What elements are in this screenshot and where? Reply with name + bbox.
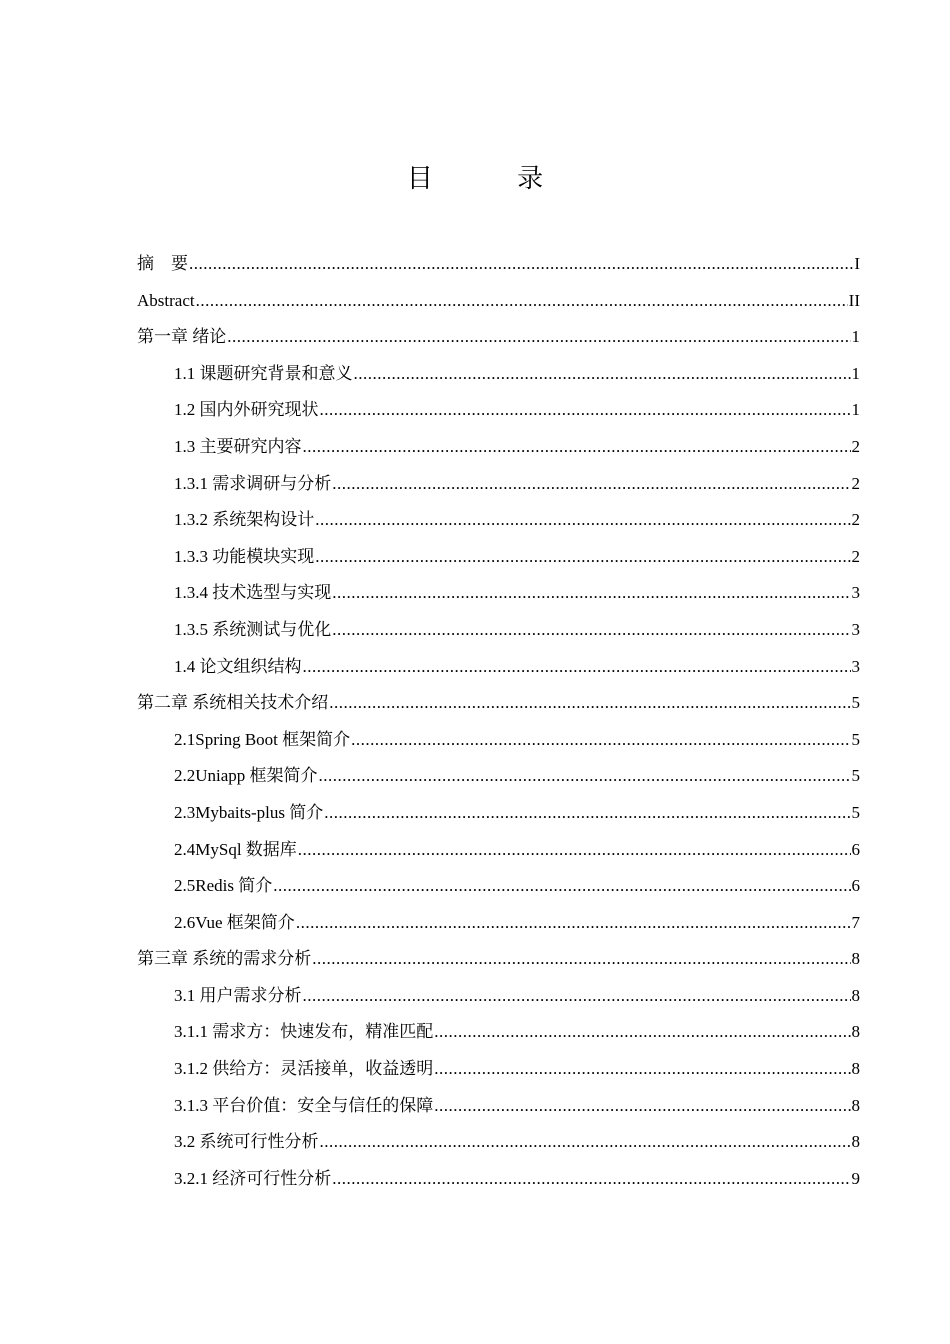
toc-entry[interactable] bbox=[137, 1124, 860, 1161]
toc-entry-page-number: 8 bbox=[851, 1132, 860, 1152]
toc-entry-label: 3.1.3 平台价值：安全与信任的保障 bbox=[174, 1095, 434, 1115]
toc-entry-label: 2.5Redis 简介 bbox=[174, 876, 273, 896]
toc-entry-page-number: 2 bbox=[851, 510, 860, 530]
toc-entry-page-number: 5 bbox=[851, 802, 860, 822]
dot-leader bbox=[303, 649, 851, 686]
toc-entry-page-number: 1 bbox=[851, 400, 860, 420]
toc-entry-label: 2.3Mybaits-plus 简介 bbox=[174, 802, 324, 822]
toc-entry[interactable] bbox=[137, 392, 860, 429]
toc-entry-page-number: II bbox=[848, 290, 860, 310]
toc-entry-label: 1.2 国内外研究现状 bbox=[174, 400, 319, 420]
toc-entry[interactable] bbox=[137, 612, 860, 649]
toc-entry-label: 第三章 系统的需求分析 bbox=[137, 949, 312, 969]
dot-leader bbox=[332, 612, 850, 649]
toc-entry-page-number: 5 bbox=[851, 729, 860, 749]
toc-entry-page-number: 8 bbox=[851, 985, 860, 1005]
toc-entry[interactable] bbox=[137, 466, 860, 503]
toc-entry[interactable] bbox=[137, 502, 860, 539]
toc-entry[interactable] bbox=[137, 722, 860, 759]
toc-entry-page-number: 1 bbox=[851, 327, 860, 347]
table-of-contents bbox=[137, 246, 860, 1197]
toc-entry-label: 2.6Vue 框架简介 bbox=[174, 912, 295, 932]
toc-entry[interactable] bbox=[137, 539, 860, 576]
dot-leader bbox=[329, 685, 850, 722]
dot-leader bbox=[315, 502, 850, 539]
toc-entry-label: 2.4MySql 数据库 bbox=[174, 839, 297, 859]
toc-entry[interactable] bbox=[137, 795, 860, 832]
toc-entry-page-number: 5 bbox=[851, 766, 860, 786]
dot-leader bbox=[324, 795, 850, 832]
dot-leader bbox=[312, 941, 850, 978]
toc-entry[interactable] bbox=[137, 685, 860, 722]
toc-entry-label: 第二章 系统相关技术介绍 bbox=[137, 693, 329, 713]
page-title: 目 录 bbox=[406, 164, 582, 194]
dot-leader bbox=[196, 283, 848, 320]
toc-entry[interactable] bbox=[137, 868, 860, 905]
toc-entry-label: 1.3 主要研究内容 bbox=[174, 436, 302, 456]
dot-leader bbox=[320, 1124, 851, 1161]
dot-leader bbox=[315, 539, 850, 576]
dot-leader bbox=[273, 868, 850, 905]
dot-leader bbox=[332, 575, 850, 612]
toc-entry-page-number: 1 bbox=[851, 363, 860, 383]
dot-leader bbox=[227, 319, 850, 356]
toc-entry[interactable] bbox=[137, 1051, 860, 1088]
toc-entry[interactable] bbox=[137, 575, 860, 612]
dot-leader bbox=[434, 1014, 850, 1051]
toc-entry-label: 1.3.3 功能模块实现 bbox=[174, 546, 315, 566]
dot-leader bbox=[351, 722, 850, 759]
toc-entry-page-number: 2 bbox=[851, 436, 860, 456]
dot-leader bbox=[434, 1088, 850, 1125]
toc-entry[interactable] bbox=[137, 319, 860, 356]
toc-entry-page-number: 9 bbox=[851, 1168, 860, 1188]
toc-entry[interactable] bbox=[137, 758, 860, 795]
toc-entry-label: 3.1.2 供给方：灵活接单，收益透明 bbox=[174, 1059, 434, 1079]
toc-entry-label: Abstract bbox=[137, 290, 195, 310]
toc-entry-page-number: I bbox=[854, 254, 860, 273]
toc-entry-label: 3.1.1 需求方：快速发布，精准匹配 bbox=[174, 1022, 434, 1042]
dot-leader bbox=[296, 905, 851, 942]
dot-leader bbox=[332, 1161, 850, 1198]
toc-entry[interactable] bbox=[137, 283, 860, 320]
toc-entry[interactable] bbox=[137, 905, 860, 942]
toc-entry-label: 第一章 绪论 bbox=[137, 327, 227, 347]
dot-leader bbox=[354, 356, 851, 393]
toc-entry[interactable] bbox=[137, 429, 860, 466]
toc-entry[interactable] bbox=[137, 1014, 860, 1051]
toc-entry-page-number: 3 bbox=[851, 619, 860, 639]
toc-entry-label: 1.3.4 技术选型与实现 bbox=[174, 583, 332, 603]
toc-entry-page-number: 2 bbox=[851, 546, 860, 566]
toc-entry[interactable] bbox=[137, 941, 860, 978]
toc-entry-page-number: 6 bbox=[851, 876, 860, 896]
toc-entry-label: 1.3.5 系统测试与优化 bbox=[174, 619, 332, 639]
toc-entry[interactable] bbox=[137, 356, 860, 393]
toc-entry-page-number: 8 bbox=[851, 1095, 860, 1115]
toc-entry-label: 3.2.1 经济可行性分析 bbox=[174, 1168, 332, 1188]
toc-entry[interactable] bbox=[137, 978, 860, 1015]
toc-entry-label: 1.4 论文组织结构 bbox=[174, 656, 302, 676]
toc-entry-label: 2.2Uniapp 框架简介 bbox=[174, 766, 318, 786]
toc-entry-page-number: 8 bbox=[851, 949, 860, 969]
toc-entry-label: 3.1 用户需求分析 bbox=[174, 985, 302, 1005]
toc-entry[interactable] bbox=[137, 246, 860, 283]
dot-leader bbox=[319, 758, 851, 795]
toc-entry[interactable] bbox=[137, 1088, 860, 1125]
toc-entry-page-number: 5 bbox=[851, 693, 860, 713]
dot-leader bbox=[320, 392, 851, 429]
toc-entry-page-number: 2 bbox=[851, 473, 860, 493]
toc-entry-page-number: 8 bbox=[851, 1022, 860, 1042]
toc-entry-page-number: 8 bbox=[851, 1059, 860, 1079]
toc-entry[interactable] bbox=[137, 649, 860, 686]
toc-entry[interactable] bbox=[137, 832, 860, 869]
dot-leader bbox=[303, 429, 851, 466]
dot-leader bbox=[303, 978, 851, 1015]
dot-leader bbox=[332, 466, 850, 503]
toc-entry-page-number: 3 bbox=[851, 583, 860, 603]
toc-entry-page-number: 3 bbox=[851, 656, 860, 676]
dot-leader bbox=[434, 1051, 850, 1088]
toc-entry-page-number: 6 bbox=[851, 839, 860, 859]
dot-leader bbox=[189, 246, 853, 283]
dot-leader bbox=[298, 832, 851, 869]
toc-entry-label: 1.3.2 系统架构设计 bbox=[174, 510, 315, 530]
toc-entry-page-number: 7 bbox=[851, 912, 860, 932]
toc-entry-label: 摘 要 bbox=[137, 254, 188, 273]
toc-entry-label: 2.1Spring Boot 框架简介 bbox=[174, 729, 351, 749]
toc-entry[interactable] bbox=[137, 1161, 860, 1198]
toc-entry-label: 3.2 系统可行性分析 bbox=[174, 1132, 319, 1152]
toc-entry-label: 1.3.1 需求调研与分析 bbox=[174, 473, 332, 493]
toc-entry-label: 1.1 课题研究背景和意义 bbox=[174, 363, 353, 383]
